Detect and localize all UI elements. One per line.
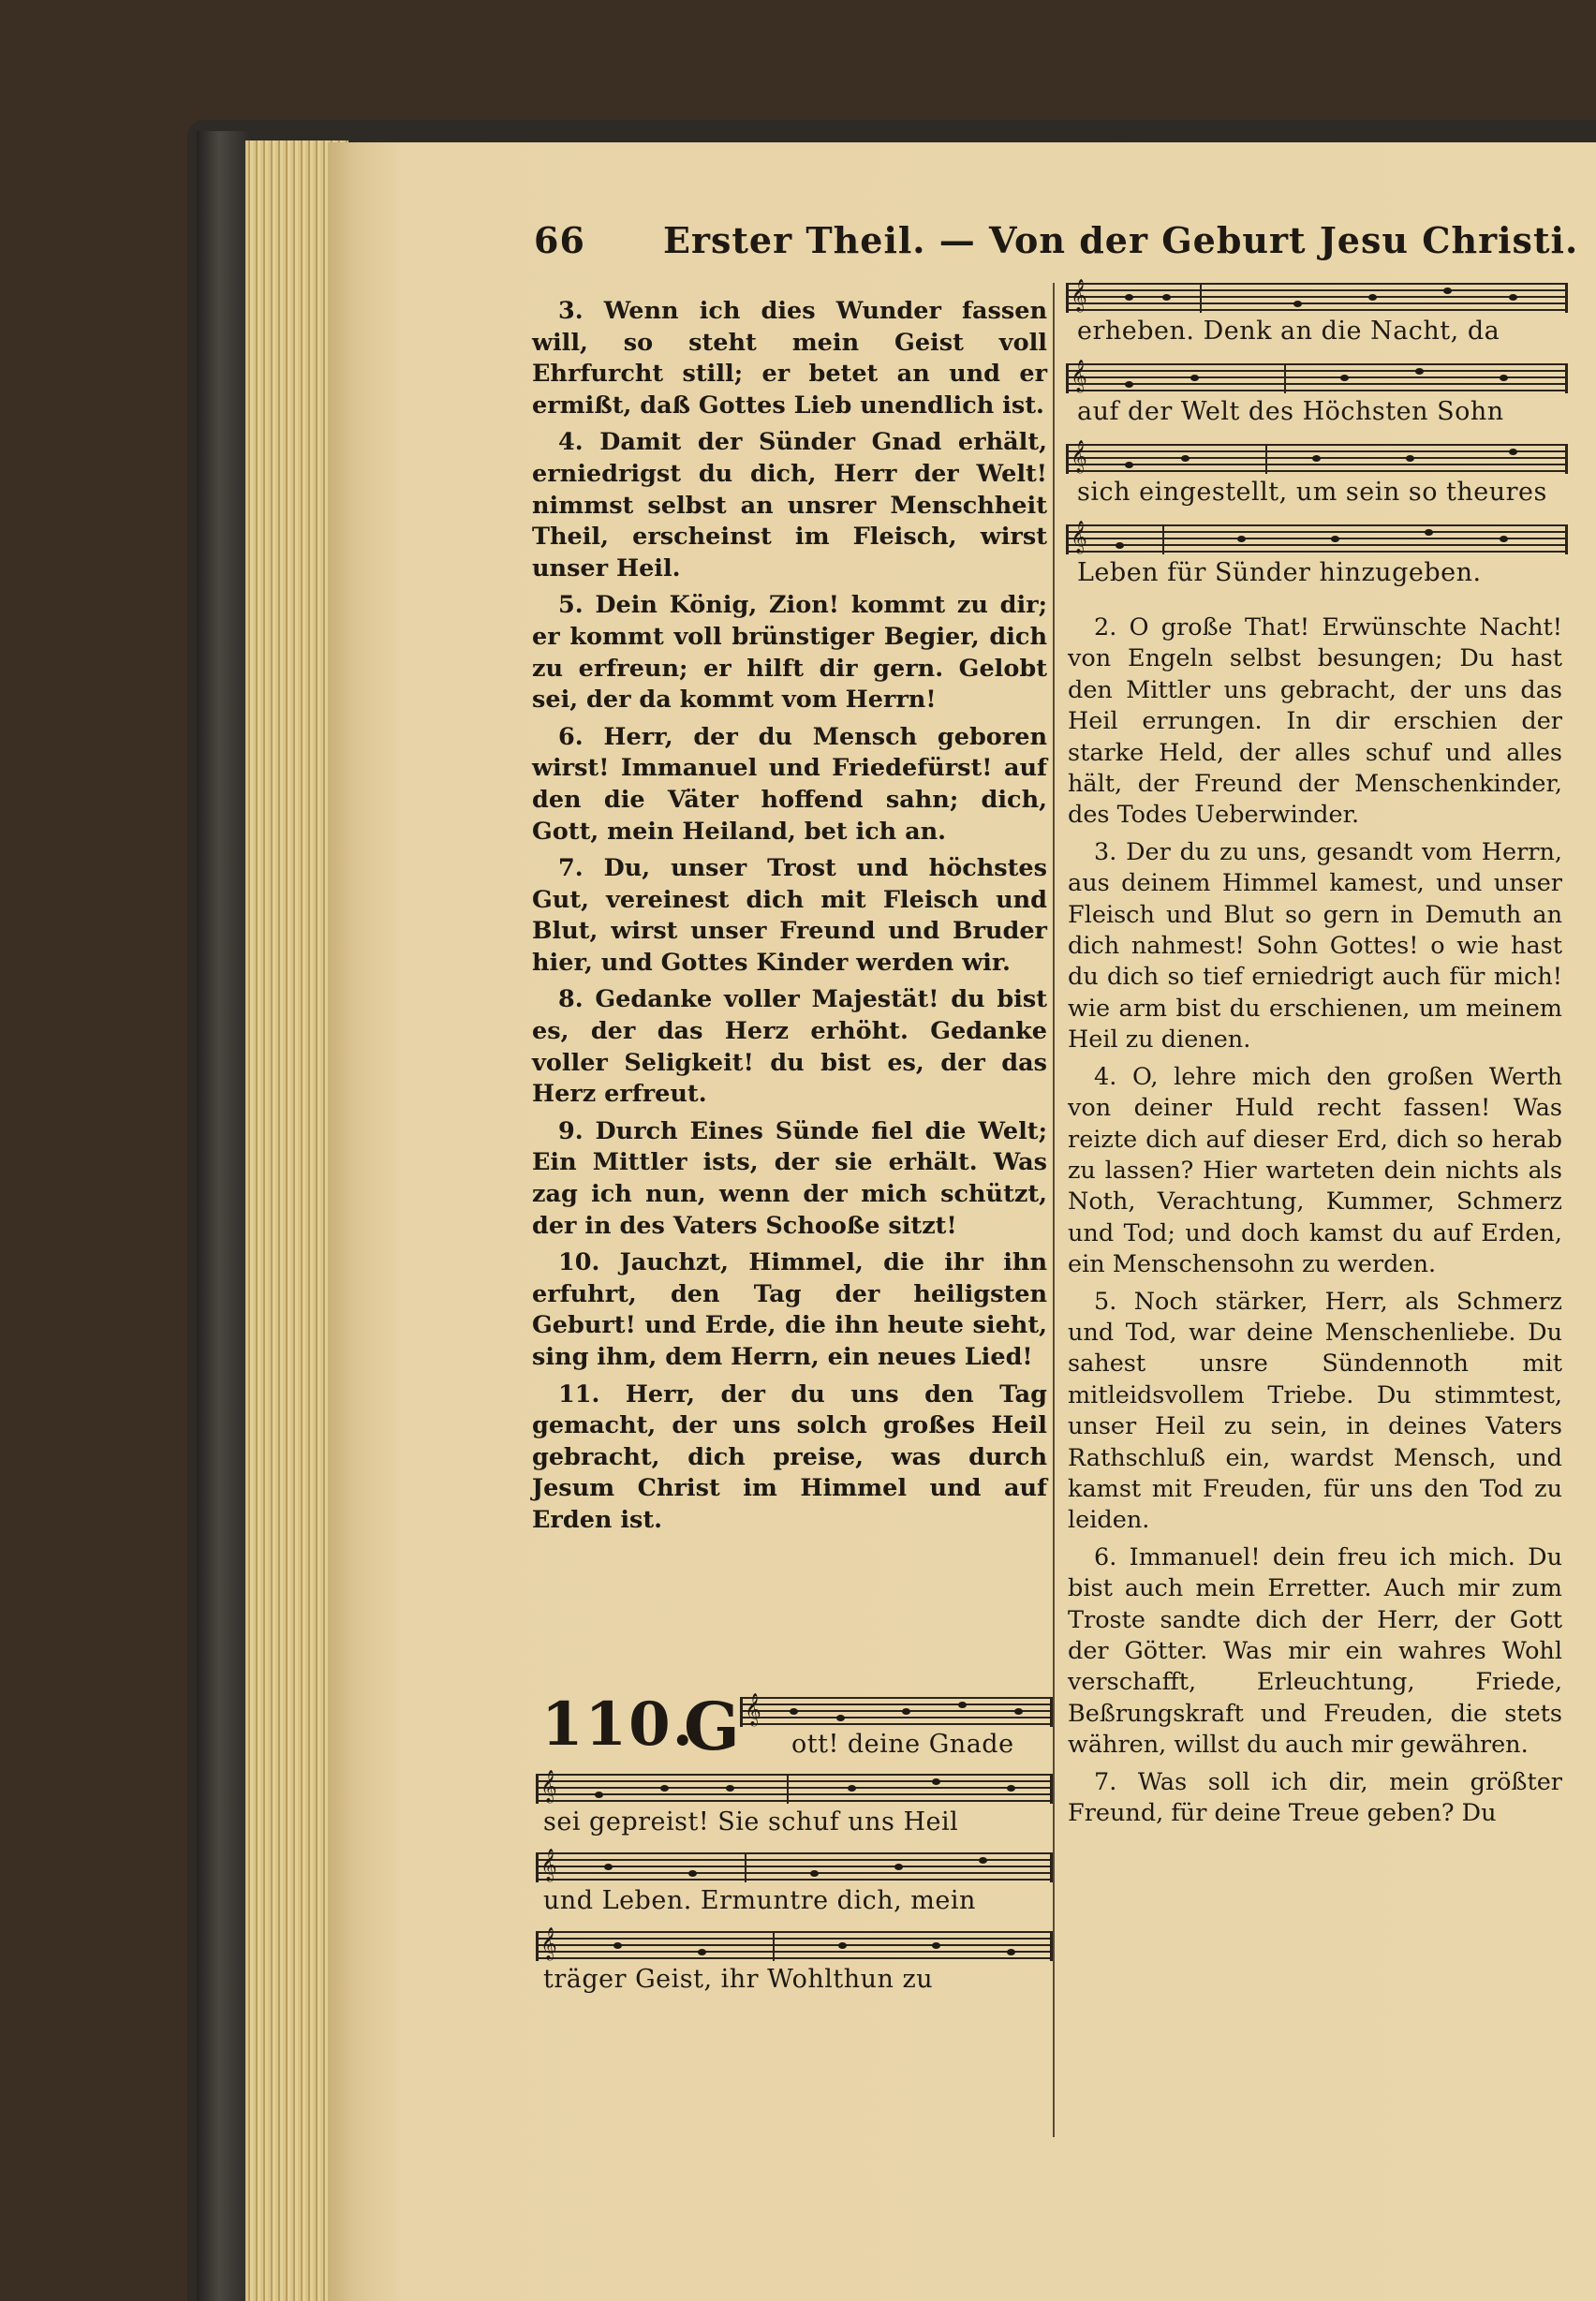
- bar-line: [773, 1931, 775, 1961]
- clef-icon: 𝄞: [745, 1693, 761, 1726]
- music-staff: [536, 1770, 1053, 1804]
- page-header: [534, 219, 1579, 275]
- note-icon: [790, 1708, 798, 1715]
- note-icon: [1500, 375, 1508, 381]
- bar-line: [1162, 524, 1164, 554]
- verse: 9. Durch Eines Sünde fiel die Welt; Ein Mittler ists, der sie erhält. Was zag ich nun, wenn der mich schützt, der in des Vaters Schooße sitzt!: [532, 1116, 1047, 1240]
- note-icon: [1162, 294, 1171, 301]
- note-icon: [1116, 542, 1124, 549]
- music-staff: [536, 1849, 1053, 1882]
- note-icon: [894, 1864, 903, 1870]
- drop-initial: G: [684, 1688, 740, 1765]
- bar-line: [1200, 283, 1202, 313]
- verse: 11. Herr, der du uns den Tag gemacht, der uns solch großes Heil gebracht, dich preise, was durch Jesum Christ im Himmel und auf Erden ist.: [532, 1379, 1047, 1534]
- note-icon: [1014, 1708, 1023, 1715]
- music-staff: [1066, 279, 1568, 313]
- verse: 3. Wenn ich dies Wunder fassen will, so steht mein Geist voll Ehrfurcht still; er betet an und er ermißt, daß Gottes Lieb unendlich ist.: [532, 297, 1047, 420]
- note-icon: [1125, 294, 1133, 301]
- note-icon: [902, 1708, 910, 1715]
- bar-line: [1284, 363, 1286, 393]
- lyric-line: und Leben. Ermuntre dich, mein: [543, 1886, 976, 1915]
- music-staff: [1066, 521, 1568, 554]
- book-spine: [197, 131, 253, 2301]
- verse: 7. Was soll ich dir, mein größter Freund, für deine Treue geben? Du: [1068, 1767, 1562, 1828]
- column-divider: [1053, 283, 1055, 2137]
- page-title: Erster Theil. — Von der Geburt Jesu Christi.: [663, 219, 1579, 261]
- note-icon: [1190, 375, 1199, 381]
- note-icon: [958, 1702, 967, 1708]
- lyric-line: träger Geist, ihr Wohlthun zu: [543, 1965, 934, 1994]
- clef-icon: 𝄞: [1071, 521, 1087, 553]
- page-number: 66: [534, 219, 585, 261]
- hymn-number: 110.: [541, 1689, 695, 1760]
- note-icon: [848, 1785, 856, 1792]
- verse: 10. Jauchzt, Himmel, die ihr ihn erfuhrt, den Tag der heiligsten Geburt! und Erde, die ihn heute sieht, sing ihm, dem Herrn, ein neues Lied!: [532, 1248, 1047, 1371]
- note-icon: [1509, 449, 1517, 455]
- clef-icon: 𝄞: [540, 1770, 557, 1803]
- note-icon: [932, 1942, 940, 1949]
- note-icon: [1406, 455, 1414, 462]
- note-icon: [660, 1785, 669, 1792]
- note-icon: [1293, 301, 1302, 307]
- note-icon: [613, 1942, 622, 1949]
- clef-icon: 𝄞: [1071, 360, 1087, 392]
- note-icon: [838, 1942, 847, 1949]
- note-icon: [688, 1870, 697, 1877]
- note-icon: [1425, 529, 1433, 536]
- verse: 3. Der du zu uns, gesandt vom Herrn, aus deinem Himmel kamest, und unser Fleisch und Blut so gern in Demuth an dich nahmest! Sohn Gottes! o wie hast du dich so tief erniedrigt auch für mich! wie arm bist du erschienen, um meinem Heil zu dienen.: [1068, 837, 1562, 1055]
- lyric-line: sich eingestellt, um sein so theures: [1077, 478, 1547, 507]
- clef-icon: 𝄞: [540, 1849, 557, 1881]
- note-icon: [1125, 381, 1133, 388]
- verse: 4. O, lehre mich den großen Werth von deiner Huld recht fassen! Was reizte dich auf dieser Erd, dich so herab zu lassen? Hier warteten dein nichts als Noth, Verachtung, Kummer, Schmerz und Tod; und doch kamst du auf Erden, ein Menschensohn zu werden.: [1068, 1062, 1562, 1279]
- lyric-line: erheben. Denk an die Nacht, da: [1077, 317, 1500, 346]
- right-column: [1068, 612, 1562, 1835]
- note-icon: [698, 1949, 706, 1955]
- verse: 2. O große That! Erwünschte Nacht! von Engeln selbst besungen; Du hast den Mittler uns gebracht, der uns das Heil errungen. In dir erschien der starke Held, der alles schuf und alles hält, der Freund der Menschenkinder, des Todes Ueberwinder.: [1068, 613, 1562, 830]
- lyric-line: Leben für Sünder hinzugeben.: [1077, 558, 1482, 587]
- music-staff: [740, 1693, 1053, 1727]
- note-icon: [1443, 288, 1452, 294]
- note-icon: [1125, 462, 1133, 468]
- music-staff: [1066, 360, 1568, 393]
- lyric-line: ott! deine Gnade: [791, 1730, 1014, 1759]
- verse: 6. Herr, der du Mensch geboren wirst! Immanuel und Friedefürst! auf den die Väter hoffend sahn; dich, Gott, mein Heiland, bet ich an.: [532, 722, 1047, 846]
- note-icon: [1500, 536, 1508, 542]
- verse: 4. Damit der Sünder Gnad erhält, erniedrigst du dich, Herr der Welt! nimmst selbst an unsrer Menschheit Theil, erscheinst im Fleisch, wirst unser Heil.: [532, 428, 1047, 583]
- note-icon: [1368, 294, 1377, 301]
- clef-icon: 𝄞: [1071, 279, 1087, 312]
- note-icon: [1007, 1785, 1015, 1792]
- note-icon: [595, 1792, 603, 1798]
- bar-line: [787, 1774, 789, 1804]
- clef-icon: 𝄞: [1071, 440, 1087, 473]
- note-icon: [1415, 368, 1424, 375]
- note-icon: [1331, 536, 1339, 542]
- bar-line: [745, 1852, 746, 1882]
- note-icon: [932, 1778, 940, 1785]
- note-icon: [836, 1715, 845, 1721]
- note-icon: [604, 1864, 613, 1870]
- note-icon: [1007, 1949, 1015, 1955]
- verse: 5. Dein König, Zion! kommt zu dir; er kommt voll brünstiger Begier, dich zu erfreun; er hilft dir gern. Gelobt sei, der da kommt vom Herrn!: [532, 591, 1047, 715]
- clef-icon: 𝄞: [540, 1927, 557, 1960]
- note-icon: [979, 1857, 987, 1864]
- note-icon: [1181, 455, 1190, 462]
- verse: 6. Immanuel! dein freu ich mich. Du bist auch mein Erretter. Auch mir zum Troste sandte dich der Herr, der Gott der Götter. Was mir ein wahres Wohl verschafft, Erleuchtung, Friede, Beßrungskraft und Freuden, die stets währen, willst du auch mir gewähren.: [1068, 1542, 1562, 1760]
- note-icon: [810, 1870, 819, 1877]
- lyric-line: auf der Welt des Höchsten Sohn: [1077, 397, 1504, 426]
- verse: 7. Du, unser Trost und höchstes Gut, vereinest dich mit Fleisch und Blut, wirst unser Freund und Bruder hier, und Gottes Kinder werden wir.: [532, 854, 1047, 977]
- bar-line: [1265, 444, 1267, 474]
- book-page: [328, 142, 1596, 2301]
- note-icon: [1312, 455, 1321, 462]
- left-column: [532, 296, 1047, 1542]
- lyric-line: sei gepreist! Sie schuf uns Heil: [543, 1807, 959, 1836]
- music-staff: [536, 1927, 1053, 1961]
- verse: 5. Noch stärker, Herr, als Schmerz und Tod, war deine Menschenliebe. Du sahest unsre Sündennoth mit mitleidsvollem Triebe. Du stimmtest, unser Heil zu sein, in deines Vaters Rathschluß ein, wardst Mensch, und kamst mit Freuden, für uns den Tod zu leiden.: [1068, 1287, 1562, 1535]
- note-icon: [1340, 375, 1349, 381]
- music-staff: [1066, 440, 1568, 474]
- note-icon: [726, 1785, 734, 1792]
- verse: 8. Gedanke voller Majestät! du bist es, der das Herz erhöht. Gedanke voller Seligkeit! du bist es, der das Herz erfreut.: [532, 985, 1047, 1109]
- note-icon: [1509, 294, 1517, 301]
- note-icon: [1237, 536, 1246, 542]
